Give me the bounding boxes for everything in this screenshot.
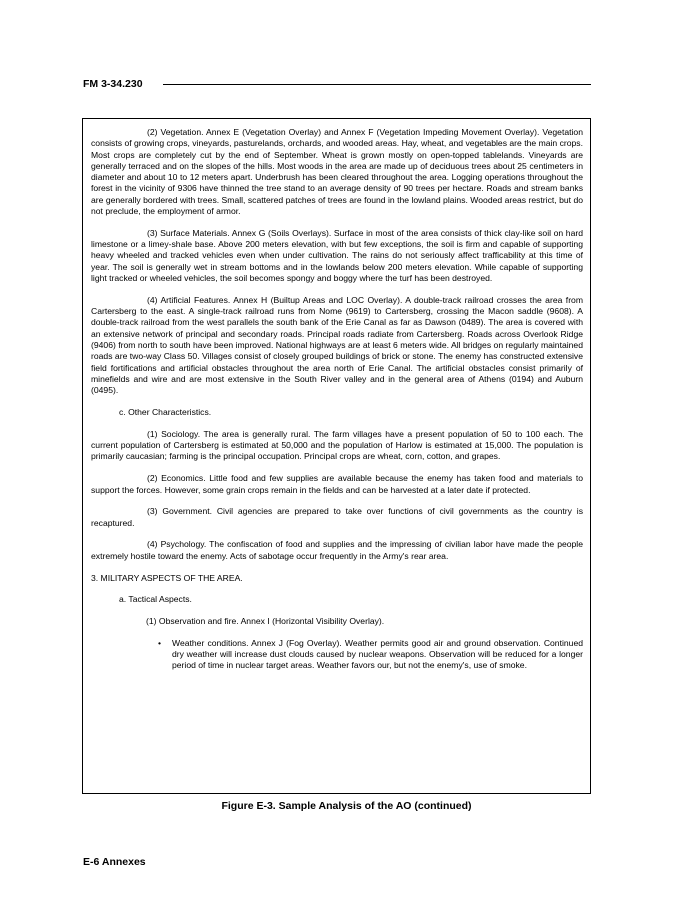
- paragraph-government: (3) Government. Civil agencies are prepared to take over functions of civil governments as the country is recaptured.: [91, 506, 583, 528]
- paragraph-economics: (2) Economics. Little food and few supplies are available because the enemy has taken food and materials to support the forces. However, some grain crops remain in the fields and can be harvested at a later date if protected.: [91, 473, 583, 495]
- paragraph-weather-conditions: Weather conditions. Annex J (Fog Overlay). Weather permits good air and ground observation. Continued dry weather will increase dust clouds caused by nuclear weapons. Observation will be reduced for a longer period of time in nuclear target areas. Weather favors our, but not the enemy's, use of smoke.: [172, 637, 583, 671]
- figure-content: [91, 127, 583, 672]
- heading-tactical-aspects: a. Tactical Aspects.: [119, 594, 192, 605]
- header-rule: [163, 84, 591, 85]
- bullet-icon: •: [158, 637, 162, 648]
- heading-observation-and-fire: (1) Observation and fire. Annex I (Horizontal Visibility Overlay).: [146, 616, 385, 627]
- heading-other-characteristics: c. Other Characteristics.: [119, 407, 212, 418]
- paragraph-sociology: (1) Sociology. The area is generally rural. The farm villages have a present population of 50 to 100 each. The current population of Cartersberg is estimated at 50,000 and the population of Harlow is estimated at 15,000. The population is primarily caucasian; farming is the principal occupation. Principal crops are wheat, corn, cotton, and grapes.: [91, 428, 583, 462]
- page-header-label: FM 3-34.230: [83, 78, 143, 90]
- paragraph-artificial-features: (4) Artificial Features. Annex H (Builtup Areas and LOC Overlay). A double-track railroad crosses the area from Cartersberg to the east. A single-track railroad runs from Nome (9619) to Cartersberg, crossing the Macon saddle (9608). A double-track railroad from the west parallels the south bank of the Erie Canal as far as Dawson (0489). The area is covered with an extensive network of principal and secondary roads. Principal roads radiate from Cartersberg. Roads across Overlook Ridge (9406) from north to south have been improved. National highways are at least 6 meters wide. All bridges on regularly maintained roads are two-way Class 50. Villages consist of closely grouped buildings of brick or stone. The enemy has constructed extensive field fortifications and artificial obstacles throughout the area north of Erie Canal. The artificial obstacles consist primarily of minefields and wire and are most extensive in the South River valley and in the general area of Athens (0194) and Auburn (0495).: [91, 294, 583, 396]
- heading-military-aspects: 3. MILITARY ASPECTS OF THE AREA.: [91, 572, 243, 583]
- page-footer-label: E-6 Annexes: [83, 856, 146, 868]
- paragraph-surface-materials: (3) Surface Materials. Annex G (Soils Overlays). Surface in most of the area consists of thick clay-like soil on hard limestone or a limey-shale base. Above 200 meters elevation, with but few exceptions, the soil is firm and capable of supporting heavy wheeled and tracked vehicles even when under cultivation. The rains do not seriously affect trafficability at this time of year. The soil is generally wet in stream bottoms and in the lowlands below 200 meters elevation. While capable of supporting light tracked or wheeled vehicles, the soil becomes spongy and boggy where the turf has been destroyed.: [91, 227, 583, 284]
- bullet-item-weather: [91, 638, 583, 672]
- figure-caption: Figure E-3. Sample Analysis of the AO (continued): [221, 800, 472, 812]
- paragraph-vegetation: (2) Vegetation. Annex E (Vegetation Overlay) and Annex F (Vegetation Impeding Movement Overlay). Vegetation consists of growing crops, vineyards, pasturelands, orchards, and wooded areas. Hay, wheat, and vegetables are the main crops. Most crops are completely cut by the end of September. Wheat is grown mostly on open-topped tablelands. Vineyards are generally terraced and on the slopes of the hills. Most woods in the area are made up of deciduous trees about 25 centimeters in diameter and about 10 to 12 meters apart. Underbrush has been cleared throughout the area. Logging operations throughout the forest in the vicinity of 9306 have thinned the tree stand to an average density of 90 trees per hectare. Roads and stream banks are generally bordered with trees. Small, scattered patches of trees are found in the lowland plains. Wooded areas restrict, but do not preclude, the employment of armor.: [91, 127, 583, 217]
- paragraph-psychology: (4) Psychology. The confiscation of food and supplies and the impressing of civilian labor have made the people extremely hostile toward the enemy. Acts of sabotage occur frequently in the Army's rear area.: [91, 539, 583, 561]
